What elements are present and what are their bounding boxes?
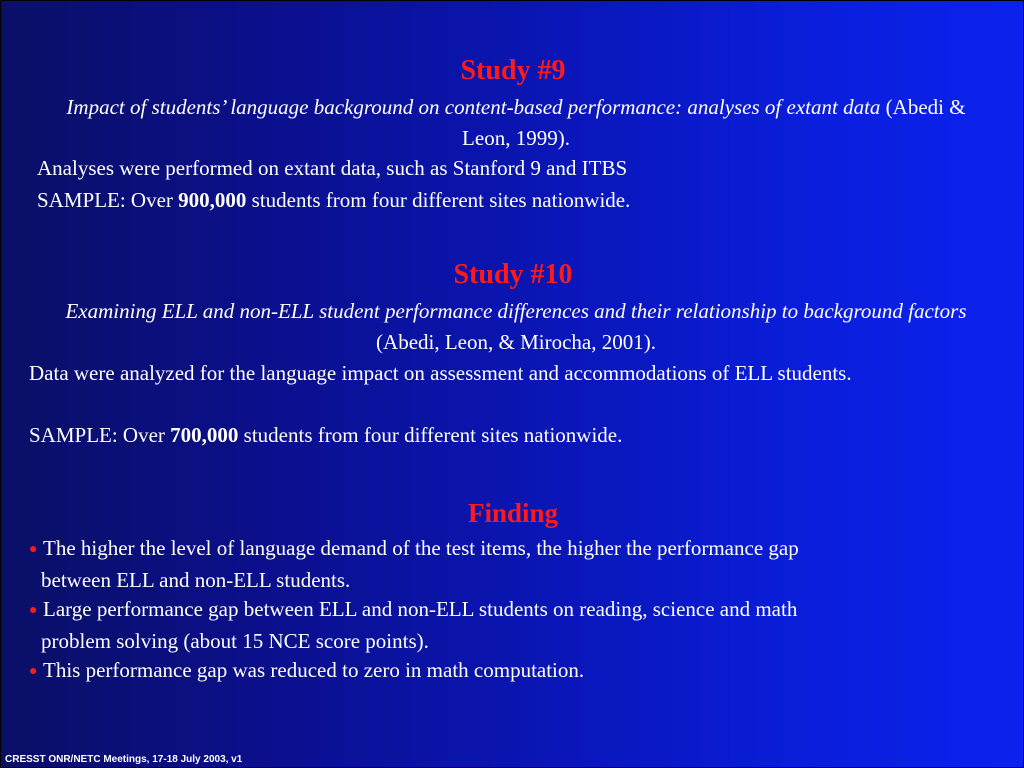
finding-bullet-line1: This performance gap was reduced to zero in math computation. bbox=[43, 658, 585, 682]
bullet-dot-icon: ● bbox=[29, 664, 38, 679]
bullet-dot-icon: ● bbox=[29, 603, 38, 618]
finding-bullet bbox=[29, 594, 979, 657]
study10-description bbox=[41, 296, 991, 358]
finding-bullet-line1: The higher the level of language demand of the test items, the higher the performance gap bbox=[43, 536, 799, 560]
study9-description bbox=[41, 92, 991, 154]
finding-bullet bbox=[29, 533, 979, 596]
study9-sample-prefix: SAMPLE: Over bbox=[37, 188, 179, 212]
study9-title: Study #9 bbox=[460, 55, 566, 86]
study9-sample-suffix: students from four different sites nationwide. bbox=[246, 188, 631, 212]
study10-description-italic: Examining ELL and non-ELL student performance differences and their relationship to background factors bbox=[65, 299, 967, 323]
study9-sample-line bbox=[37, 185, 630, 216]
bullet-dot-icon: ● bbox=[29, 542, 38, 557]
finding-bullet bbox=[29, 655, 979, 687]
finding-bullet-line1: Large performance gap between ELL and non-ELL students on reading, science and math bbox=[43, 597, 798, 621]
study10-citation: (Abedi, Leon, & Mirocha, 2001). bbox=[376, 330, 656, 354]
finding-title: Finding bbox=[467, 498, 559, 528]
study9-description-italic: Impact of students’ language background on content-based performance: analyses of extant data bbox=[66, 95, 881, 119]
study10-sample-line bbox=[29, 420, 622, 451]
study10-title: Study #10 bbox=[453, 259, 573, 290]
study9-analysis-line: Analyses were performed on extant data, such as Stanford 9 and ITBS bbox=[37, 156, 628, 180]
study9-citation: (Abedi & Leon, 1999). bbox=[462, 95, 966, 150]
study10-sample-number: 700,000 bbox=[170, 423, 239, 447]
study10-sample-suffix: students from four different sites nationwide. bbox=[238, 423, 623, 447]
footer-text: CRESST ONR/NETC Meetings, 17-18 July 2003, v1 bbox=[5, 754, 243, 765]
study10-analysis-line: Data were analyzed for the language impact on assessment and accommodations of ELL students. bbox=[29, 361, 852, 385]
study10-sample-prefix: SAMPLE: Over bbox=[29, 423, 171, 447]
finding-bullet-line2: between ELL and non-ELL students. bbox=[41, 568, 351, 592]
finding-bullet-line2: problem solving (about 15 NCE score points). bbox=[41, 629, 429, 653]
study9-sample-number: 900,000 bbox=[178, 188, 247, 212]
